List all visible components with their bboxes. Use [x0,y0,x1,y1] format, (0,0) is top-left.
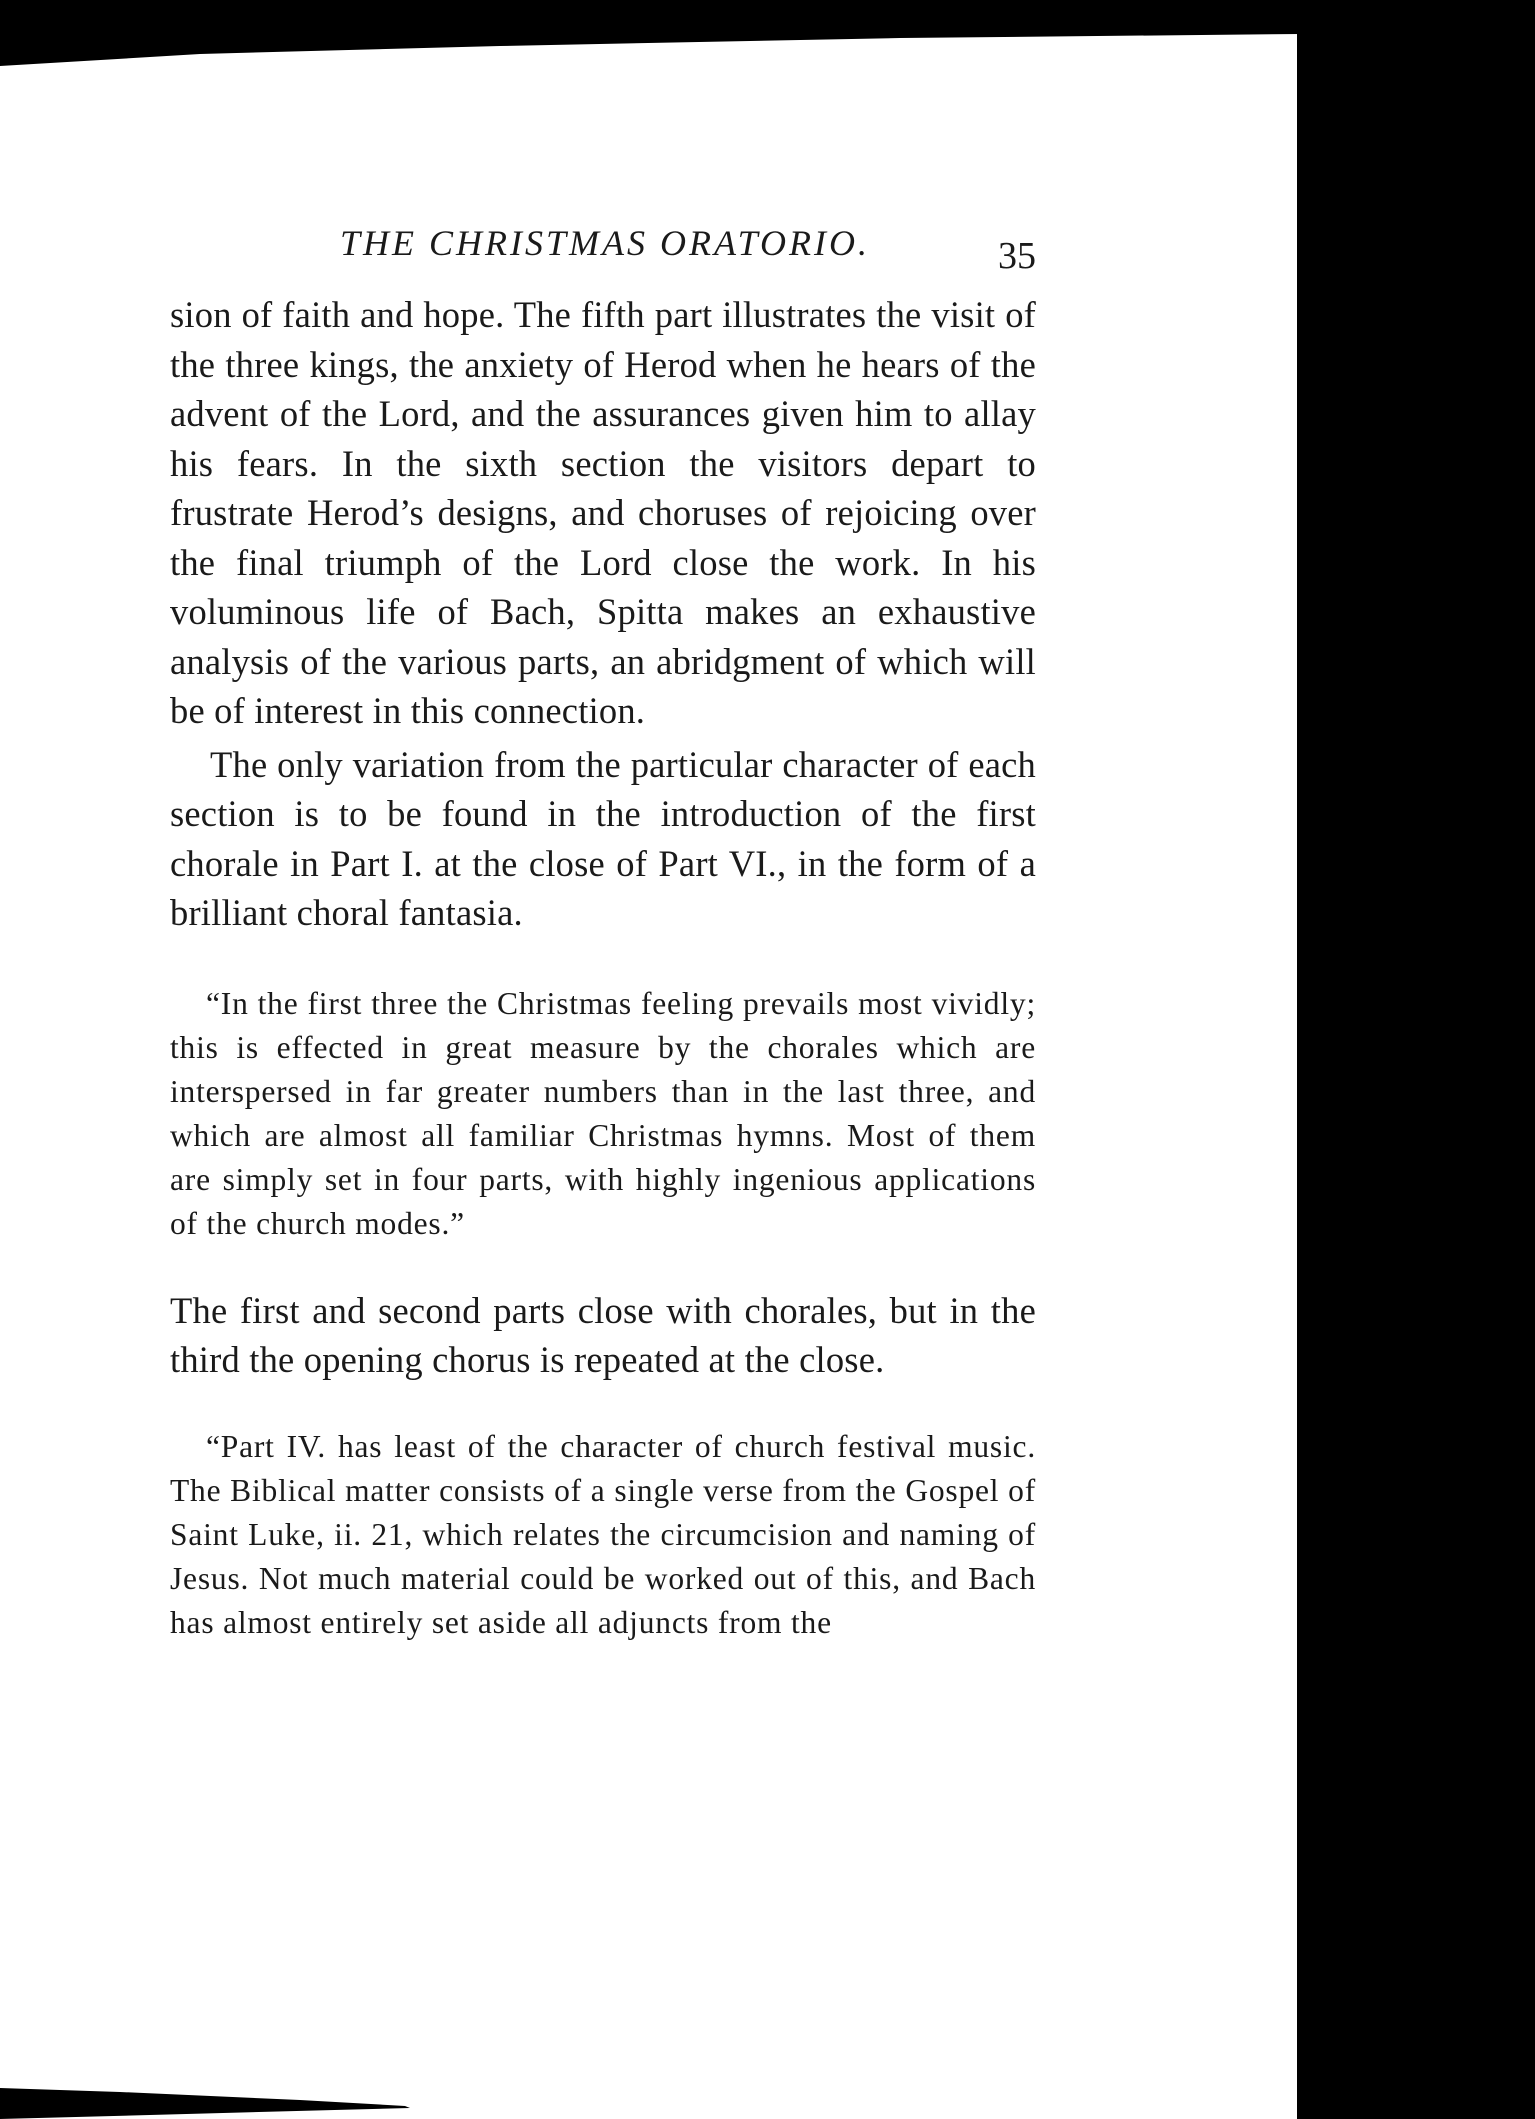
scan-edge-bottom [0,2078,410,2119]
running-title: THE CHRISTMAS ORATORIO. [340,223,870,263]
block-quote: “Part IV. has least of the character of church festival music. The Biblical matter consists of a single verse from the Gospel of Saint Luke, ii. 21, which relates the circumcision and naming of Jesus. Not much material could be worked out of this, and Bach has almost entirely set aside all adjuncts from the [170,1428,1036,1640]
body-paragraph: The only variation from the particular character of each section is to be found in the introduction of the first chorale in Part I. at the close of Part VI., in the form of a brilliant choral fantasia. [170,743,1036,933]
page-number: 35 [998,235,1036,277]
block-quote: “In the first three the Christmas feeling prevails most vividly; this is effected in great measure by the chorales which are interspersed in far greater numbers than in the last three, and which are almost all familiar Christmas hymns. Most of them are simply set in four parts, with highly ingenious applications of the church modes.” [170,985,1036,1241]
body-paragraph: sion of faith and hope. The fifth part illustrates the visit of the three kings, the anxiety of Herod when he hears of the advent of the Lord, and the assurances given him to allay his fears. In the sixth section the visitors depart to frustrate Herod’s designs, and choruses of rejoicing over the final triumph of the Lord close the work. In his voluminous life of Bach, Spitta makes an exhaustive analysis of the various parts, an abridgment of which will be of interest in this connection. [170,294,1036,731]
scan-edge-right [1297,0,1535,2119]
book-page [170,200,1036,1645]
page-header [170,200,1036,290]
body-paragraph: The first and second parts close with chorales, but in the third the opening chorus is repeated at the close. [170,1289,1036,1380]
